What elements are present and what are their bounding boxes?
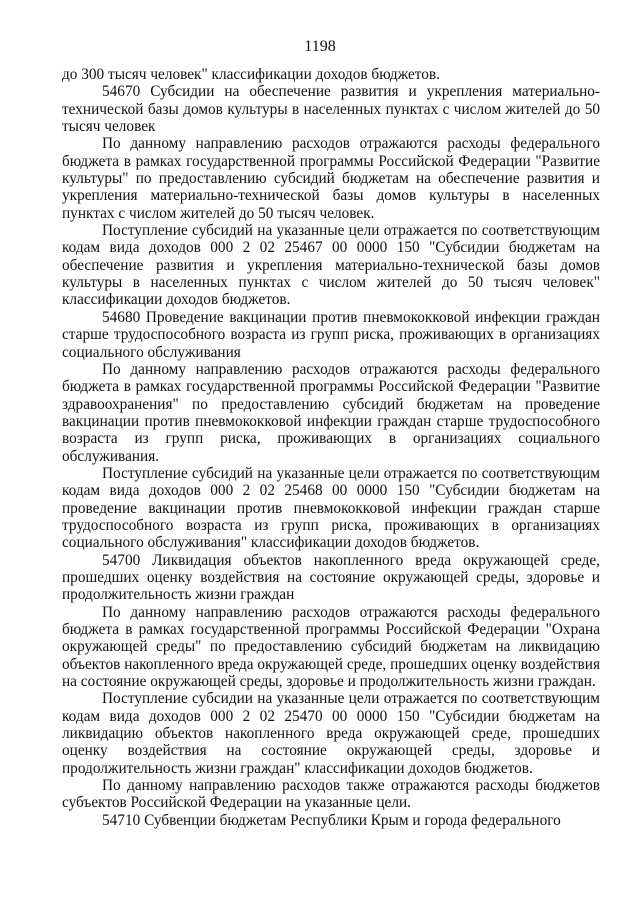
paragraph: По данному направлению расходов отражаются расходы федерального бюджета в рамках государственной программы Российской Федерации "Охрана окружающей среды" по предоставлению субсидий бюджетам на ликвидацию объектов накопленного вреда окружающей среде, прошедших оценку воздействия на состояние окружающей среды, здоровье и продолжительность жизни граждан.	[62, 603, 600, 691]
paragraph: 54680 Проведение вакцинации против пневмококковой инфекции граждан старше трудоспособного возраста из групп риска, проживающих в организациях социального обслуживания	[62, 308, 600, 361]
paragraph: до 300 тысяч человек" классификации доходов бюджетов.	[62, 66, 440, 83]
document-body	[62, 66, 600, 829]
paragraph: 54670 Субсидии на обеспечение развития и укрепления материально-технической базы домов культуры в населенных пунктах с числом жителей до 50 тысяч человек	[62, 83, 600, 136]
paragraph: Поступление субсидий на указанные цели отражается по соответствующим кодам вида доходов 000 2 02 25468 00 0000 150 "Субсидии бюджетам на проведение вакцинации против пневмококковой инфекции граждан старше трудоспособного возраста из групп риска, проживающих в организациях социального обслуживания" классификации доходов бюджетов.	[62, 464, 600, 552]
page-number: 1198	[304, 38, 336, 55]
paragraph: По данному направлению расходов отражаются расходы федерального бюджета в рамках государственной программы Российской Федерации "Развитие здравоохранения" по предоставлению субсидий бюджетам на проведение вакцинации против пневмококковой инфекции граждан старше трудоспособного возраста из групп риска, проживающих в организациях социального обслуживания.	[62, 360, 600, 465]
paragraph: 54710 Субвенции бюджетам Республики Крым и города федерального	[102, 811, 561, 829]
paragraph: Поступление субсидии на указанные цели отражается по соответствующим кодам вида доходов 000 2 02 25470 00 0000 150 "Субсидии бюджетам на ликвидацию объектов накопленного вреда окружающей среде, прошедших оценку воздействия на состояние окружающей среды, здоровье и продолжительность жизни граждан" классификации доходов бюджетов.	[62, 690, 600, 777]
paragraph: По данному направлению расходов отражаются расходы федерального бюджета в рамках государственной программы Российской Федерации "Развитие культуры" по предоставлению субсидий бюджетам на обеспечение развития и укрепления материально-технической базы домов культуры в населенных пунктах с числом жителей до 50 тысяч человек.	[62, 135, 600, 222]
paragraph: По данному направлению расходов также отражаются расходы бюджетов субъектов Российской Федерации на указанные цели.	[62, 777, 600, 812]
paragraph: 54700 Ликвидация объектов накопленного вреда окружающей среде, прошедших оценку воздействия на состояние окружающей среды, здоровье и продолжительность жизни граждан	[62, 551, 600, 604]
paragraph: Поступление субсидий на указанные цели отражается по соответствующим кодам вида доходов 000 2 02 25467 00 0000 150 "Субсидии бюджетам на обеспечение развития и укрепления материально-технической базы домов культуры в населенных пунктах с числом жителей до 50 тысяч человек" классификации доходов бюджетов.	[62, 222, 600, 309]
